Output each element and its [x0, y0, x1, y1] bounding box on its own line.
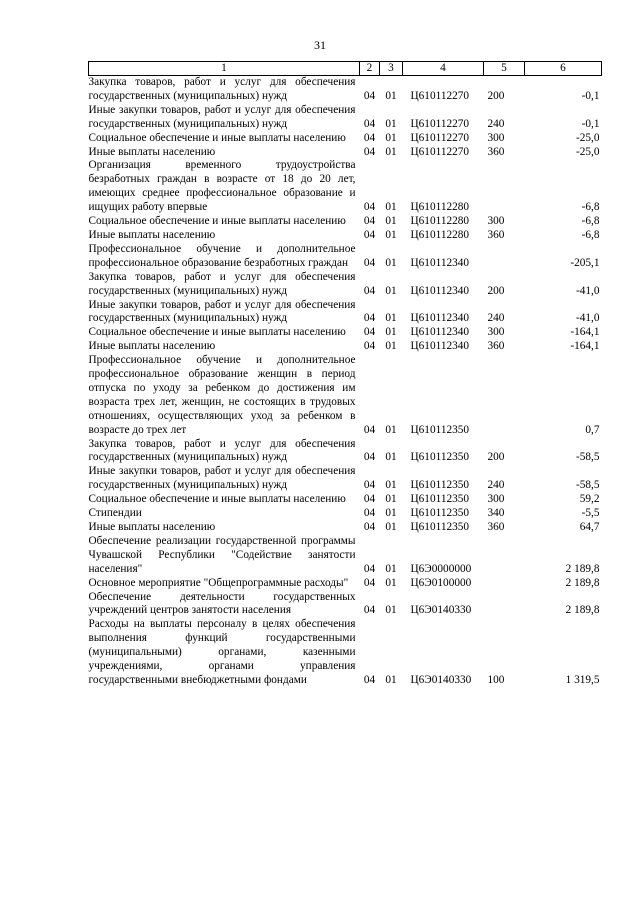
row-amount: -41,0 [575, 312, 600, 325]
row-section-code: 04 [363, 326, 376, 339]
row-target-code: Ц610112350 [410, 479, 470, 492]
row-subsection-code: 01 [385, 131, 397, 144]
row-target-code: Ц610112270 [410, 145, 470, 158]
row-description-text: Организация временного трудоустройства безработных граждан в возрасте от 18 до 20 лет, имеющих среднее профессиональное образование и ищущих работу впервые [88, 159, 356, 214]
row-amount: -0,1 [581, 89, 600, 102]
row-description-text: Стипендии [88, 507, 142, 520]
row-amount: -58,5 [575, 479, 600, 492]
header-col-code: 4 [403, 62, 484, 76]
row-amount: 0,7 [585, 423, 600, 436]
row-subsection-code: 01 [385, 256, 397, 269]
row-section-code: 04 [363, 256, 376, 269]
table-row [89, 340, 602, 354]
row-description [89, 577, 360, 591]
table-row [89, 243, 602, 271]
row-expense-type-code: 300 [487, 326, 505, 339]
row-target-code: Ц610112350 [410, 451, 470, 464]
row-target-code: Ц6Э0100000 [410, 576, 472, 589]
row-target-code: Ц610112340 [410, 284, 470, 297]
row-subsection-code: 01 [385, 507, 397, 520]
row-amount: -6,8 [581, 228, 600, 241]
row-description-text: Профессиональное обучение и дополнительное профессиональное образование безработных граждан [88, 242, 356, 269]
row-description-text: Закупка товаров, работ и услуг для обеспечения государственных (муниципальных) нужд [88, 76, 356, 102]
row-amount: 2 189,8 [565, 604, 600, 617]
row-subsection-code: 01 [385, 228, 397, 241]
row-target-code: Ц610112350 [410, 423, 470, 436]
row-expense-type-code: 300 [487, 131, 505, 144]
row-description [89, 591, 360, 619]
row-target-code: Ц610112270 [410, 117, 470, 130]
header-col-rz: 2 [360, 62, 380, 76]
row-target-code: Ц610112350 [410, 507, 470, 520]
row-section-code: 04 [363, 521, 376, 533]
row-target-code: Ц610112280 [410, 201, 470, 214]
row-description-text: Иные закупки товаров, работ и услуг для обеспечения государственных (муниципальных) нужд [88, 103, 356, 130]
row-target-code: Ц6Э0140330 [410, 604, 472, 617]
row-target-code: Ц6Э0140330 [410, 673, 472, 686]
row-target-code: Ц610112270 [410, 89, 470, 102]
row-target-code: Ц610112340 [410, 312, 470, 325]
row-description [89, 229, 360, 243]
row-target-code: Ц610112340 [410, 256, 470, 269]
row-amount: 1 319,5 [565, 673, 600, 686]
row-expense-type-code: 200 [487, 284, 505, 297]
row-expense-type-code [484, 535, 525, 577]
row-subsection-code: 01 [385, 423, 397, 436]
row-amount: 2 189,8 [565, 576, 600, 589]
row-description [89, 340, 360, 354]
row-amount: -164,1 [570, 340, 600, 353]
row-subsection-code: 01 [385, 284, 397, 297]
row-description-text: Иные закупки товаров, работ и услуг для обеспечения государственных (муниципальных) нужд [88, 298, 356, 325]
row-subsection-code: 01 [385, 340, 397, 353]
table-row [89, 591, 602, 619]
row-description-text: Основное мероприятие "Общепрограммные расходы" [88, 576, 349, 589]
row-amount: 59,2 [579, 493, 600, 506]
row-amount: -6,8 [581, 201, 600, 214]
row-subsection-code: 01 [385, 562, 397, 575]
row-description [89, 104, 360, 132]
header-col-sum: 6 [525, 62, 602, 76]
header-col-vr: 5 [484, 62, 525, 76]
row-expense-type-code [484, 591, 525, 619]
row-subsection-code: 01 [385, 89, 397, 102]
row-subsection-code: 01 [385, 521, 397, 533]
table-row [89, 104, 602, 132]
row-subsection-code: 01 [385, 479, 397, 492]
row-description-text: Иные закупки товаров, работ и услуг для обеспечения государственных (муниципальных) нужд [88, 465, 356, 492]
row-target-code: Ц610112340 [410, 326, 470, 339]
row-description [89, 618, 360, 688]
row-subsection-code: 01 [385, 493, 397, 506]
row-description [89, 132, 360, 146]
row-expense-type-code: 360 [487, 340, 505, 353]
row-expense-type-code [484, 159, 525, 215]
row-subsection-code: 01 [385, 117, 397, 130]
row-expense-type-code [484, 577, 525, 591]
row-section-code: 04 [363, 507, 376, 520]
row-target-code: Ц6Э0000000 [410, 562, 472, 575]
row-subsection-code: 01 [385, 673, 397, 686]
row-description-text: Обеспечение деятельности государственных учреждений центров занятости населения [88, 590, 356, 617]
row-amount: -41,0 [575, 284, 600, 297]
row-description [89, 493, 360, 507]
row-section-code: 04 [363, 479, 376, 492]
row-subsection-code: 01 [385, 576, 397, 589]
row-section-code: 04 [363, 604, 376, 617]
row-description-text: Закупка товаров, работ и услуг для обеспечения государственных (муниципальных) нужд [88, 270, 356, 297]
row-target-code: Ц610112340 [410, 340, 470, 353]
row-section-code: 04 [363, 340, 376, 353]
row-amount: -58,5 [575, 451, 600, 464]
row-section-code: 04 [363, 145, 376, 158]
row-description-text: Социальное обеспечение и иные выплаты населению [88, 215, 346, 228]
row-target-code: Ц610112270 [410, 131, 470, 144]
row-amount: 2 189,8 [565, 562, 600, 575]
table-row [89, 215, 602, 229]
page-number: 31 [314, 38, 326, 52]
row-subsection-code: 01 [385, 201, 397, 214]
table-row [89, 159, 602, 215]
table-row [89, 493, 602, 507]
row-section-code: 04 [363, 312, 376, 325]
row-amount: -0,1 [581, 117, 600, 130]
header-col-pr: 3 [380, 62, 403, 76]
row-amount: -205,1 [570, 256, 600, 269]
row-description-text: Социальное обеспечение и иные выплаты населению [88, 326, 346, 339]
row-amount: 64,7 [579, 521, 600, 533]
row-description-text: Расходы на выплаты персоналу в целях обеспечения выполнения функций государственными (муниципальными) органами, казенными учреждениями, органами управления государственными внебюджетными фондами [88, 618, 356, 686]
row-expense-type-code: 200 [487, 451, 505, 464]
table-row [89, 354, 602, 437]
row-expense-type-code: 360 [487, 228, 505, 241]
row-description [89, 271, 360, 299]
row-expense-type-code: 360 [487, 145, 505, 158]
row-description-text: Иные выплаты населению [88, 228, 216, 241]
table-row [89, 271, 602, 299]
row-description [89, 521, 360, 535]
row-target-code: Ц610112280 [410, 215, 470, 228]
table-row [89, 132, 602, 146]
row-section-code: 04 [363, 215, 376, 228]
row-target-code: Ц610112350 [410, 521, 470, 533]
row-description-text: Иные выплаты населению [88, 145, 216, 158]
row-section-code: 04 [363, 423, 376, 436]
row-subsection-code: 01 [385, 451, 397, 464]
row-amount: -25,0 [575, 131, 600, 144]
row-expense-type-code: 240 [487, 117, 505, 130]
row-section-code: 04 [363, 576, 376, 589]
row-description [89, 76, 360, 104]
table-row [89, 507, 602, 521]
row-section-code: 04 [363, 451, 376, 464]
row-subsection-code: 01 [385, 145, 397, 158]
row-section-code: 04 [363, 131, 376, 144]
row-expense-type-code: 300 [487, 493, 505, 506]
table-row [89, 577, 602, 591]
row-expense-type-code: 300 [487, 215, 505, 228]
row-subsection-code: 01 [385, 326, 397, 339]
row-amount: -6,8 [581, 215, 600, 228]
row-description [89, 354, 360, 437]
table-row [89, 146, 602, 160]
row-subsection-code: 01 [385, 604, 397, 617]
row-description-text: Иные выплаты населению [88, 521, 216, 533]
row-subsection-code: 01 [385, 215, 397, 228]
row-description [89, 535, 360, 577]
table-row [89, 618, 602, 688]
table-row [89, 229, 602, 243]
row-description [89, 146, 360, 160]
table-row [89, 76, 602, 104]
row-description [89, 438, 360, 466]
row-section-code: 04 [363, 493, 376, 506]
row-expense-type-code: 240 [487, 312, 505, 325]
row-description [89, 159, 360, 215]
row-expense-type-code [484, 354, 525, 437]
row-expense-type-code: 240 [487, 479, 505, 492]
row-section-code: 04 [363, 201, 376, 214]
header-row [89, 62, 602, 76]
row-description [89, 243, 360, 271]
row-description-text: Профессиональное обучение и дополнительное профессиональное образование женщин в период отпуска по уходу за ребенком до достижения им возраста трех лет, женщин, не состоящих в трудовых отношениях, осуществляющих уход за ребенком в возрасте до трех лет [88, 354, 356, 436]
row-description [89, 215, 360, 229]
row-section-code: 04 [363, 284, 376, 297]
table-row [89, 299, 602, 327]
row-amount: -25,0 [575, 145, 600, 158]
row-subsection-code: 01 [385, 312, 397, 325]
row-description [89, 299, 360, 327]
table-row [89, 326, 602, 340]
row-expense-type-code: 200 [487, 89, 505, 102]
header-col-name: 1 [89, 62, 360, 76]
row-description [89, 507, 360, 521]
table-row [89, 465, 602, 493]
row-section-code: 04 [363, 117, 376, 130]
row-amount: -5,5 [581, 507, 600, 520]
row-amount: -164,1 [570, 326, 600, 339]
row-target-code: Ц610112350 [410, 493, 470, 506]
row-target-code: Ц610112280 [410, 228, 470, 241]
row-expense-type-code [484, 243, 525, 271]
table-row [89, 438, 602, 466]
row-description-text: Иные выплаты населению [88, 340, 216, 353]
row-description-text: Закупка товаров, работ и услуг для обеспечения государственных (муниципальных) нужд [88, 437, 356, 464]
row-section-code: 04 [363, 562, 376, 575]
row-description-text: Обеспечение реализации государственной программы Чувашской Республики "Содействие занятости населения" [88, 534, 356, 575]
row-description [89, 326, 360, 340]
budget-table [88, 61, 602, 688]
row-description-text: Социальное обеспечение и иные выплаты населению [88, 131, 346, 144]
row-expense-type-code: 100 [487, 673, 505, 686]
table-row [89, 535, 602, 577]
row-section-code: 04 [363, 89, 376, 102]
row-expense-type-code: 360 [487, 521, 505, 533]
row-section-code: 04 [363, 673, 376, 686]
row-description-text: Социальное обеспечение и иные выплаты населению [88, 493, 346, 506]
row-section-code: 04 [363, 228, 376, 241]
row-description [89, 465, 360, 493]
row-expense-type-code: 340 [487, 507, 505, 520]
table-row [89, 521, 602, 535]
